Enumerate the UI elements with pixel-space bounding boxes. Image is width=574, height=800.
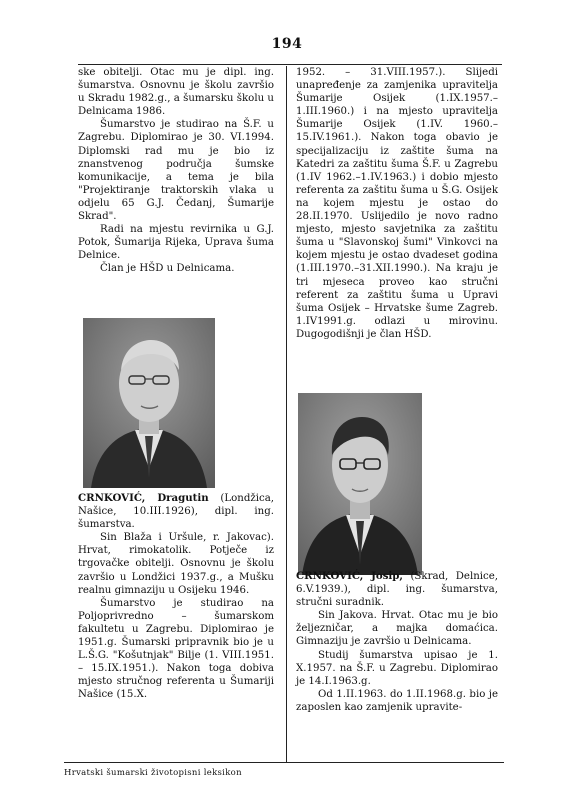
portrait-image (298, 393, 422, 575)
portrait-photo-josip (298, 393, 422, 575)
paragraph: Član je HŠD u Delnicama. (100, 263, 235, 275)
top-rule (78, 64, 502, 65)
entry-header (296, 570, 498, 609)
paragraph: Sin Jakova. Hrvat. Otac mu je bio željezničar, a majka domaćica. Gimnaziju je završio u Delnicama. (296, 610, 498, 648)
paragraph: Sin Blaža i Uršule, r. Jakovac). Hrvat, rimokatolik. Potječe iz trgovačke obitelji. Osnovnu je školu završio u Londžici 1937.g., a Mušku realnu gimnaziju u Osijeku 1946. (78, 532, 274, 596)
column-divider (286, 66, 287, 762)
paragraph: Radi na mjestu revirnika u G.J. Potok, Šumarija Rijeka, Uprava šuma Delnice. (78, 224, 274, 262)
paragraph: ske obitelji. Otac mu je dipl. ing. šumarstva. Osnovnu je školu završio u Skradu 1982.g., a šumarsku školu u Delnicama 1986. (78, 67, 274, 118)
left-column-top-text (78, 66, 274, 276)
entry-header (78, 492, 274, 531)
paragraph: 1952. – 31.VIII.1957.). Slijedi unapređenje za zamjenika upravitelja Šumarije Osijek (1.IX.1957.– 1.III.1960.) i na mjesto upravitelja Šumarije Osijek (1.IV. 1960.– 15.IV.1961.). Nakon toga obavio je specijalizaciju iz zaštite šuma na Katedri za zaštitu šuma Š.F. u Zagrebu (1.IV 1962.–1.IV.1963.) i dobio mjesto referenta za zaštitu šuma u Š.G. Osijek na kojem mjestu je ostao do 28.II.1970. Uslijedilo je novo radno mjesto, mjesto savjetnika za zaštitu šuma u "Slavonskoj šumi" Vinkovci na kojem mjestu je ostao dvadeset godina (1.III.1970.–31.XII.1990.). Na kraju je tri mjeseca proveo kao stručni referent za zaštitu šuma u Upravi šuma Osijek – Hrvatske šume Zagreb. 1.IV1991.g. odlazi u mirovinu. Dugogodišnji je član HŠD. (296, 67, 498, 340)
page-number: 194 (271, 36, 303, 52)
paragraph: Šumarstvo je studirao na Poljoprivredno – šumarskom fakultetu u Zagrebu. Diplomirao je 1951.g. Šumarski pripravnik bio je u L.Š.G. "Košutnjak" Bilje (1. VIII.1951. – 15.IX.1951.). Nakon toga dobiva mjesto stručnog referenta u Šumariji Našice (15.X. (78, 597, 274, 701)
footer-title: Hrvatski šumarski životopisni leksikon (64, 768, 242, 778)
paragraph: Šumarstvo je studirao na Š.F. u Zagrebu. Diplomirao je 30. VI.1994. Diplomski rad mu je bio iz znanstvenog područja šumske komunikacije, a tema je bila "Projektiranje traktorskih vlaka u odjelu 65 G.J. Čedanj, Šumarije Skrad". (78, 119, 274, 223)
portrait-image (83, 318, 215, 488)
entry-header-details: (Skrad, Delnice, 6.V.1939.), dipl. ing. šumarstva, stručni suradnik. (296, 571, 498, 609)
entry-name: CRNKOVIĆ, Dragutin (78, 492, 209, 504)
entry-header-details: (Londžica, Našice, 10.III.1926), dipl. ing. šumarstva. (78, 493, 275, 531)
entry-dragutin (78, 492, 274, 702)
entry-josip (296, 570, 498, 714)
entry-name: CRNKOVIĆ, Josip, (296, 570, 403, 582)
portrait-photo-dragutin (83, 318, 215, 488)
bottom-rule (64, 762, 504, 763)
right-column-top-text (296, 66, 498, 341)
paragraph: Studij šumarstva upisao je 1. X.1957. na Š.F. u Zagrebu. Diplomirao je 14.I.1963.g. (296, 649, 498, 687)
paragraph: Od 1.II.1963. do 1.II.1968.g. bio je zaposlen kao zamjenik upravite- (296, 688, 498, 713)
